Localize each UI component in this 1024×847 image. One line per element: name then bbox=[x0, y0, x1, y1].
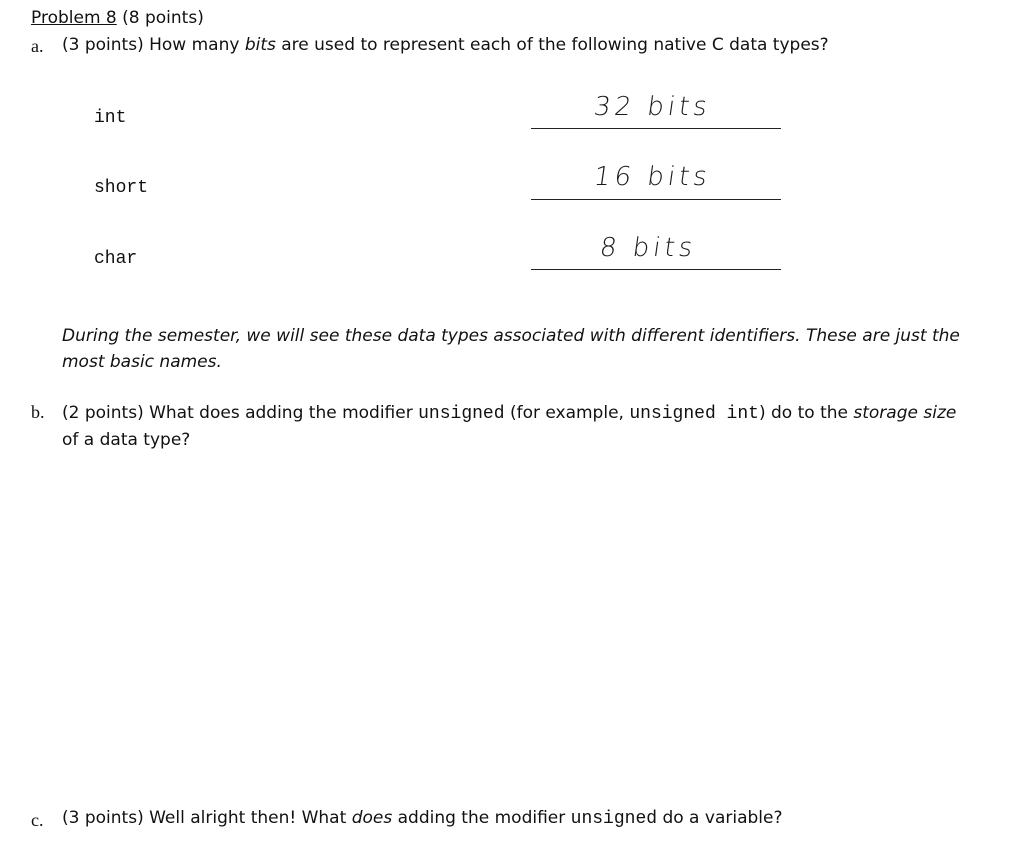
part-a-prefix: (3 points) How many bbox=[62, 35, 245, 55]
part-c-text1: (3 points) Well alright then! What bbox=[62, 808, 352, 828]
part-c-code: unsigned bbox=[570, 809, 658, 829]
part-a-suffix: are used to represent each of the following native C data types? bbox=[275, 35, 829, 55]
problem-title: Problem 8 bbox=[31, 8, 117, 28]
type-int: int bbox=[94, 108, 127, 128]
part-c-text3: do a variable? bbox=[657, 808, 783, 828]
part-b-text3: ) do to the bbox=[758, 403, 854, 423]
answer-line-int bbox=[531, 128, 781, 129]
part-b-answer-area[interactable] bbox=[62, 460, 967, 780]
problem-header bbox=[31, 8, 204, 28]
part-a-emph: bits bbox=[244, 35, 276, 55]
part-b-text2: (for example, bbox=[504, 403, 630, 423]
answer-int[interactable]: 32 bits bbox=[591, 92, 713, 122]
part-c-question bbox=[62, 808, 783, 829]
part-b-code2: unsigned int bbox=[629, 404, 759, 424]
answer-char[interactable]: 8 bits bbox=[597, 233, 699, 263]
type-char: char bbox=[94, 249, 138, 269]
type-short: short bbox=[94, 178, 149, 198]
part-a-note: During the semester, we will see these data types associated with different identifiers. These are just the most basic names. bbox=[62, 326, 960, 372]
problem-points: (8 points) bbox=[122, 8, 204, 28]
part-c-text2: adding the modifier bbox=[392, 808, 571, 828]
part-c-marker: c. bbox=[31, 810, 44, 830]
part-a-marker: a. bbox=[31, 36, 44, 56]
part-b-question bbox=[62, 400, 967, 453]
part-b-marker: b. bbox=[31, 402, 45, 422]
answer-short[interactable]: 16 bits bbox=[591, 162, 713, 192]
part-c-emph: does bbox=[351, 808, 393, 828]
part-b-text4: of a data type? bbox=[62, 430, 191, 450]
part-b-emph: storage size bbox=[853, 403, 957, 423]
part-b-code1: unsigned bbox=[418, 404, 505, 424]
part-a-question bbox=[62, 35, 829, 55]
answer-line-short bbox=[531, 199, 781, 200]
answer-line-char bbox=[531, 269, 781, 270]
part-b-text1: (2 points) What does adding the modifier bbox=[62, 403, 419, 423]
